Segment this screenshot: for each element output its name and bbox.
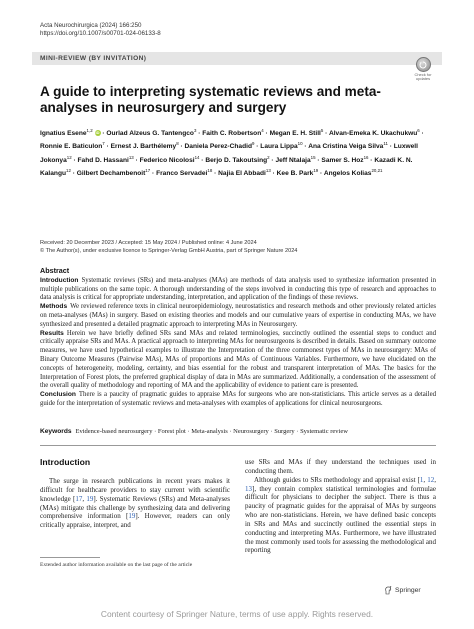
author-separator: ·	[178, 143, 185, 151]
author-name[interactable]: Ourlad Alzeus G. Tantengco	[106, 130, 194, 138]
author-name[interactable]: Ana Cristina Veiga Silva	[308, 143, 384, 151]
author-affiliation: 13	[265, 167, 271, 173]
text-run: ]. However, readers can only critically appraise, interpret, and	[40, 512, 230, 530]
abstract	[40, 267, 436, 409]
author-affiliation: 8	[176, 141, 179, 147]
check-updates-label: Check for updates	[414, 72, 432, 82]
author-separator: ·	[199, 156, 206, 164]
author-separator: ·	[104, 143, 111, 151]
article-type-banner: MINI-REVIEW (BY INVITATION)	[32, 52, 442, 65]
citation-link[interactable]: 13	[245, 484, 252, 493]
author-separator: ·	[387, 143, 394, 151]
author-affiliation: 4	[261, 128, 264, 133]
author-separator: ·	[212, 170, 219, 178]
abstract-text: Herein we have briefly defined SRs sand MAs and related terminologies, succinctly outlined the essential steps to conduct and critically appraise SRs and MAs. A practical approach to interpreting MAs for neurosurgeons is described in details. Based on summary outcome measures, we have used hypothetical examples to illustrate the Interpretation of the three commonest types of MAs in neurosurgery: MAs of Binary Outcome Measures (Pairwise MAs), MAs of proportions and MAs of Continuous Variables. Furthermore, we have elucidated on the concepts of heterogeneity, modeling, certainty, and bias essential for the robust and transparent interpretation of MAs. The basics for the Interpretation of Forest plots, the preferred graphical display of data in MAs are summarized. Additionally, a condensation of the assessment of the overall quality of methodology and reporting of MA and the applicability of evidence to patient care is presented.	[40, 329, 436, 390]
author-name[interactable]: Franco Servadei	[156, 170, 208, 178]
orcid-icon[interactable]: iD	[95, 130, 100, 136]
abstract-text: Systematic reviews (SRs) and meta-analyses (MAs) are methods of data analysis used to synthesize information presented in multiple publications on the same topic. A thorough understanding of the steps involved in conducting this type of research and approaches to data analysis is critical for appropriate understanding, interpretation, and application of the findings of these reviews.	[40, 276, 436, 302]
abstract-text: There is a paucity of pragmatic guides to appraise MAs for surgeons who are non-statisticians. This article serves as a detailed guide for the interpretation of systematic reviews and meta-analyses with examples of applications for clinical neurosurgeons.	[40, 391, 436, 407]
check-for-updates-button[interactable]	[412, 57, 434, 82]
author-separator: ·	[269, 156, 276, 164]
abstract-results	[40, 330, 436, 392]
intro-paragraph-2	[245, 476, 436, 556]
journal-citation: Acta Neurochirurgica (2024) 166:250	[40, 22, 142, 29]
author-name[interactable]: Laura Lippa	[260, 143, 298, 151]
abstract-label: Methods	[40, 303, 68, 311]
author-name[interactable]: Ronnie E. Baticulon	[40, 143, 103, 151]
received-accepted-dates: Received: 20 December 2023 / Accepted: 15 May 2024 / Published online: 4 June 2024	[40, 240, 257, 246]
citation-link[interactable]: 19	[86, 494, 94, 503]
keywords-label: Keywords	[40, 428, 72, 435]
author-separator: ·	[368, 156, 375, 164]
copyright-line: © The Author(s), under exclusive licence to Springer-Verlag GmbH Austria, part of Springer Nature 2024	[40, 248, 298, 255]
article-title: A guide to interpreting systematic reviews and meta-analyses in neurosurgery and surgery	[40, 84, 381, 115]
author-name[interactable]: Faith C. Robertson	[202, 130, 262, 138]
author-affiliation: 3	[193, 128, 197, 133]
abstract-conclusion	[40, 391, 436, 409]
citation-link[interactable]: 17	[75, 494, 83, 503]
abstract-label: Introduction	[40, 276, 79, 284]
text-run: ,	[82, 494, 87, 503]
author-affiliation: 10	[297, 141, 303, 147]
author-affiliation: 2	[267, 154, 270, 160]
author-separator: ·	[270, 170, 277, 178]
abstract-methods	[40, 303, 436, 329]
abstract-label: Results	[40, 329, 64, 337]
author-affiliation: 11	[383, 141, 388, 147]
springer-horse-icon	[384, 586, 392, 595]
publication-dates	[40, 239, 440, 256]
author-name[interactable]: Megan E. H. Still	[269, 130, 321, 138]
author-name[interactable]: Jeff Ntalaja	[275, 156, 311, 164]
abstract-text: We reviewed reference texts in clinical neuroepidemiology, neurostatistics and research methods and other previously related articles on meta-analyses (MAs) in surgery. Based on existing theories and models and our cumulative years of expertise in conducting MAs, we have synthesized and presented a detailed pragmatic approach to interpreting MAs in Neurosurgery.	[40, 303, 436, 328]
text-run: ], they contain complex statistical terminologies and formulae difficult for physicians to decipher the subject. There is thus a paucity of pragmatic guides for the appraisal of MAs by surgeons who are non-statisticians. Herein, we have defined basic concepts in SRs and MAs and succinctly outlined the essential steps in conducting and interpreting MAs. Furthermore, we have illustrated the most commonly used tools for assessing the methodological and reporting	[245, 484, 436, 555]
author-list	[40, 126, 440, 179]
right-column	[245, 458, 436, 555]
author-affiliation: 17	[145, 167, 151, 173]
text-run: ,	[423, 475, 428, 484]
author-separator: ·	[70, 170, 77, 178]
author-name[interactable]: Ernest J. Barthélemy	[110, 143, 177, 151]
text-run: ]. Systematic Reviews (SRs) and Meta-analyses (MAs) mitigate this challenge by synthesizing data and delivering comprehensive information [	[40, 494, 231, 521]
author-separator: ·	[263, 130, 270, 138]
author-affiliation: 16	[363, 154, 369, 160]
author-name[interactable]: Fahd D. Hassani	[77, 156, 129, 164]
author-separator: ·	[254, 143, 261, 151]
author-name[interactable]: Berjo D. Takoutsing	[205, 156, 268, 164]
author-name[interactable]: Daniela Perez-Chadid	[184, 143, 252, 151]
author-name[interactable]: Kee B. Park	[276, 170, 314, 178]
footnote: Extended author information available on the last page of the article	[40, 562, 193, 568]
keywords-text: Evidence-based neurosurgery · Forest plot · Meta-analysis · Neurosurgery · Surgery · Systematic review	[75, 428, 348, 435]
author-separator: ·	[323, 130, 329, 138]
author-name[interactable]: Kazadi K. N. Kalangu	[40, 156, 413, 178]
author-affiliation: 13	[128, 154, 134, 160]
author-separator: ·	[315, 156, 322, 164]
author-affiliation: 5	[320, 128, 324, 133]
text-run: Although guides to SRs methodology and appraisal exist [	[254, 475, 420, 484]
author-separator: ·	[419, 130, 424, 138]
author-name[interactable]: Samer S. Hoz	[321, 156, 364, 164]
intro-paragraph-1-cont: use SRs and MAs if they understand the techniques used in conducting them.	[245, 458, 436, 475]
author-separator: ·	[100, 130, 107, 138]
abstract-label: Conclusion	[40, 391, 76, 399]
courtesy-notice: Content courtesy of Springer Nature, terms of use apply. Rights reserved.	[100, 609, 374, 619]
check-updates-icon	[416, 57, 431, 72]
author-affiliation: 15	[310, 154, 316, 160]
author-name[interactable]: Ignatius Esene	[40, 130, 87, 138]
left-column	[40, 477, 230, 530]
author-separator: ·	[196, 130, 203, 138]
author-name[interactable]: Angelos Kolias	[323, 170, 372, 178]
text-run: ,	[434, 475, 436, 484]
publisher-mark	[384, 586, 421, 595]
author-name[interactable]: Najia El Abbadi	[218, 170, 266, 178]
author-name[interactable]: Federico Nicolosi	[139, 156, 195, 164]
section-divider	[40, 445, 436, 446]
author-affiliation: 20,21	[371, 167, 383, 173]
author-name[interactable]: Alvan-Emeka K. Ukachukwu	[328, 130, 418, 138]
author-affiliation: 9	[251, 141, 255, 147]
text-run: The surge in research publications in recent years makes it difficult for healthcare providers to stay current with scientific knowledge [	[40, 477, 230, 503]
author-separator: ·	[318, 170, 324, 178]
author-affiliation: 7	[102, 141, 105, 147]
introduction-heading: Introduction	[40, 457, 91, 467]
author-name[interactable]: Gilbert Dechambenoit	[76, 170, 146, 178]
author-affiliation: 6	[417, 128, 420, 133]
author-affiliation: 1,2	[86, 128, 93, 133]
author-name[interactable]: Luxwell Jokonya	[40, 143, 418, 164]
journal-header	[40, 22, 161, 38]
author-affiliation: 19	[313, 167, 319, 173]
intro-paragraph-1	[40, 477, 230, 530]
author-separator: ·	[302, 143, 309, 151]
author-affiliation: 12	[66, 154, 72, 160]
author-affiliation: 14	[194, 154, 200, 160]
author-separator: ·	[150, 170, 157, 178]
keywords	[40, 428, 440, 435]
citation-link[interactable]: 1	[419, 475, 424, 484]
footnote-divider	[40, 557, 100, 558]
abstract-heading: Abstract	[40, 266, 70, 275]
doi-link[interactable]: https://doi.org/10.1007/s00701-024-06133-8	[40, 30, 161, 37]
abstract-introduction	[40, 277, 436, 303]
author-separator: ·	[71, 156, 78, 164]
publisher-name: Springer	[395, 587, 421, 594]
author-affiliation: 18	[207, 167, 213, 173]
citation-link[interactable]: 12	[427, 475, 435, 484]
citation-link[interactable]: 19	[128, 512, 136, 521]
author-separator: ·	[133, 156, 140, 164]
author-affiliation: 12	[66, 167, 71, 173]
